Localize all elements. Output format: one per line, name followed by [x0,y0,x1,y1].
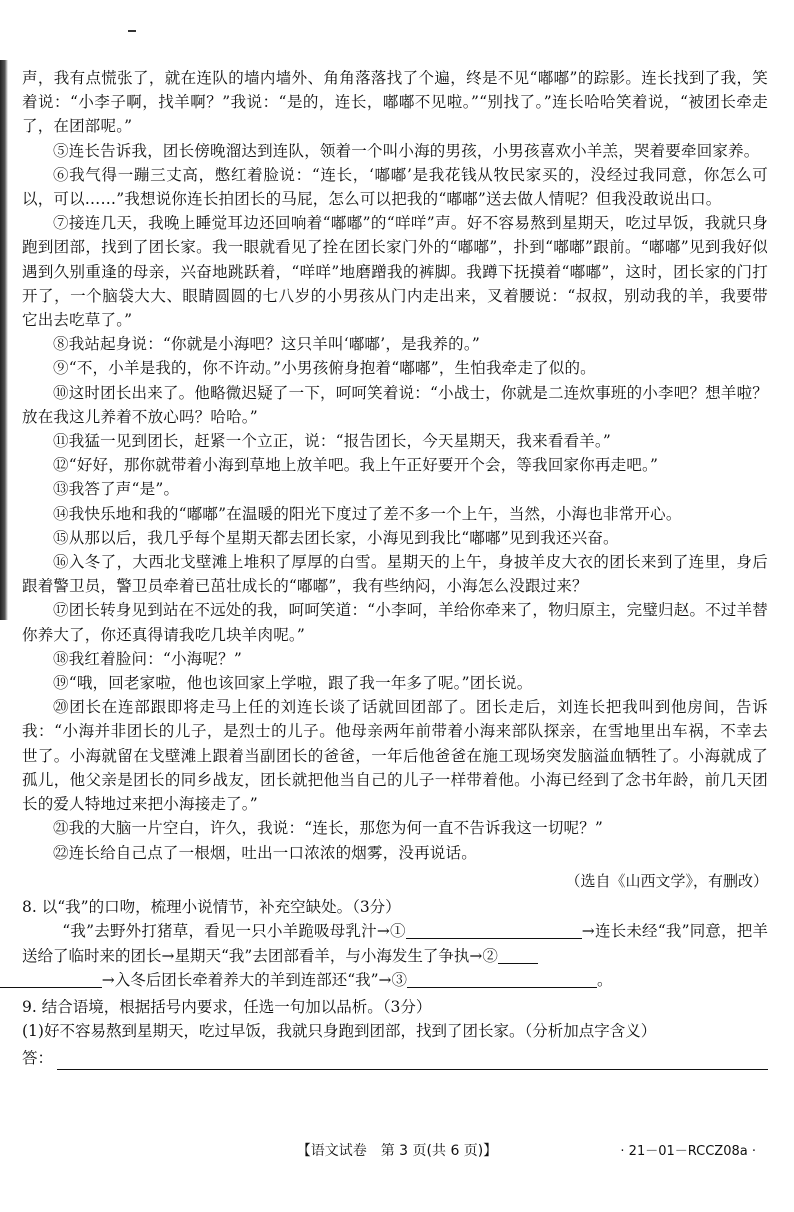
question-8-title: 8. 以“我”的口吻，梳理小说情节，补充空缺处。（3分） [22,897,401,916]
plot-segment-1: “我”去野外打猪草，看见一只小羊跪吸母乳汁→① [62,922,406,941]
paragraph: ⑮从那以后，我几乎每个星期天都去团长家，小海见到我比“嘟嘟”见到我还兴奋。 [53,528,619,547]
question-8 [22,895,768,993]
paragraph: ⑱我红着脸问：“小海呢？” [53,649,242,668]
paragraph: ⑰团长转身见到站在不远处的我，呵呵笑道：“小李呵，羊给你牵来了，物归原主，完璧归赵。不过羊替你养大了，你还真得请我吃几块羊肉呢。” [22,601,768,644]
scan-mark [128,30,136,32]
page-number: 【语文试卷 第 3 页(共 6 页)】 [296,1143,498,1159]
paragraph: ⑥我气得一蹦三丈高，憋红着脸说：“连长，‘嘟嘟’是我花钱从牧民家买的，没经过我同意，你怎么可以，可以……”我想说你连长拍团长的马屁，怎么可以把我的“嘟嘟”送去做人情呢？但我没敢说出口。 [22,165,768,209]
blank-2-continued-input[interactable] [0,971,102,988]
scan-edge-shadow [0,60,8,620]
plot-segment-2: →连长未经“我”同意，把羊送给了临时来的团长→星期天“我”去团部看羊，与小海发生了争执→② [22,922,768,965]
paragraph: ⑬我答了声“是”。 [53,480,180,499]
blank-2-input[interactable] [498,947,538,964]
reading-passage [22,66,768,1070]
paragraph: ㉒连长给自己点了一根烟，吐出一口浓浓的烟雾，没再说话。 [53,843,477,862]
paragraph: ⑤连长告诉我，团长傍晚溜达到连队，领着一个叫小海的男孩，小男孩喜欢小羊羔，哭着要牵回家养。 [53,141,760,160]
paragraph: ⑳团长在连部跟即将走马上任的刘连长谈了话就回团部了。团长走后，刘连长把我叫到他房间，告诉我：“小海并非团长的儿子，是烈士的儿子。他母亲两年前带着小海来部队探亲，在雪地里出车祸，不幸去世了。小海就留在戈壁滩上跟着当副团长的爸爸，一年后他爸爸在施工现场突发脑溢血牺牲了。小海就成了孤儿，他父亲是团长的同乡战友，团长就把他当自己的儿子一样带着他。小海已经到了念书年龄，前几天团长的爱人特地过来把小海接走了。” [22,698,768,814]
exam-code: · 21－01－RCCZ08a · [620,1144,756,1159]
question-9-title: 9. 结合语境，根据括号内要求，任选一句加以品析。（3分） [22,997,432,1016]
question-9 [22,995,768,1071]
question-8-body [22,919,768,993]
blank-3-input[interactable] [407,971,597,988]
paragraph: ⑧我站起身说：“你就是小海吧？这只羊叫‘嘟嘟’，是我养的。” [53,335,480,354]
paragraph: ㉑我的大脑一片空白，许久，我说：“连长，那您为何一直不告诉我这一切呢？” [53,819,604,838]
paragraph: ⑩这时团长出来了。他略微迟疑了一下，呵呵笑着说：“小战士，你就是二连炊事班的小李吧？想羊啦？放在我这儿养着不放心吗？哈哈。” [22,383,768,426]
question-9-item-1: (1)好不容易熬到星期天，吃过早饭，我就只身跑到团部，找到了团长家。（分析加点字含义） [22,1022,657,1041]
passage-source: （选自《山西文学》，有删改） [565,871,768,890]
answer-row [22,1046,768,1071]
paragraph: 声，我有点慌张了，就在连队的墙内墙外、角角落落找了个遍，终是不见“嘟嘟”的踪影。连长找到了我，笑着说：“小李子啊，找羊啊？”我说：“是的，连长，嘟嘟不见啦。”“别找了。”连长哈哈笑着说，“被团长牵走了，在团部呢。” [22,69,768,136]
paragraph: ⑫“好好，那你就带着小海到草地上放羊吧。我上午正好要开个会，等我回家你再走吧。” [53,456,659,475]
paragraph: ⑦接连几天，我晚上睡觉耳边还回响着“嘟嘟”的“咩咩”声。好不容易熬到星期天，吃过早饭，我就只身跑到团部，找到了团长家。我一眼就看见了拴在团长家门外的“嘟嘟”，扑到“嘟嘟”跟前。“嘟嘟”见到我好似遇到久别重逢的母亲，兴奋地跳跃着，“咩咩”地磨蹭我的裤脚。我蹲下抚摸着“嘟嘟”，这时，团长家的门打开了，一个脑袋大大、眼睛圆圆的七八岁的小男孩从门内走出来，叉着腰说：“叔叔，别动我的羊，我要带它出去吃草了。” [22,214,768,330]
blank-1-input[interactable] [406,922,582,939]
plot-end: 。 [597,971,613,990]
paragraph: ⑨“不，小羊是我的，你不许动。”小男孩俯身抱着“嘟嘟”，生怕我牵走了似的。 [53,359,596,378]
plot-segment-3: →入冬后团长牵着养大的羊到连部还“我”→③ [101,971,408,990]
paragraph: ⑭我快乐地和我的“嘟嘟”在温暖的阳光下度过了差不多一个上午，当然，小海也非常开心。 [53,504,682,523]
paragraph: ⑯入冬了，大西北戈壁滩上堆积了厚厚的白雪。星期天的上午，身披羊皮大衣的团长来到了连里，身后跟着警卫员，警卫员牵着已茁壮成长的“嘟嘟”，我有些纳闷，小海怎么没跟过来？ [22,553,768,596]
answer-label: 答： [22,1048,54,1067]
answer-line-input[interactable] [57,1051,768,1070]
paragraph: ⑲“哦，回老家啦，他也该回家上学啦，跟了我一年多了呢。”团长说。 [53,674,533,693]
paragraph: ⑪我猛一见到团长，赶紧一个立正，说：“报告团长，今天星期天，我来看看羊。” [53,432,612,451]
